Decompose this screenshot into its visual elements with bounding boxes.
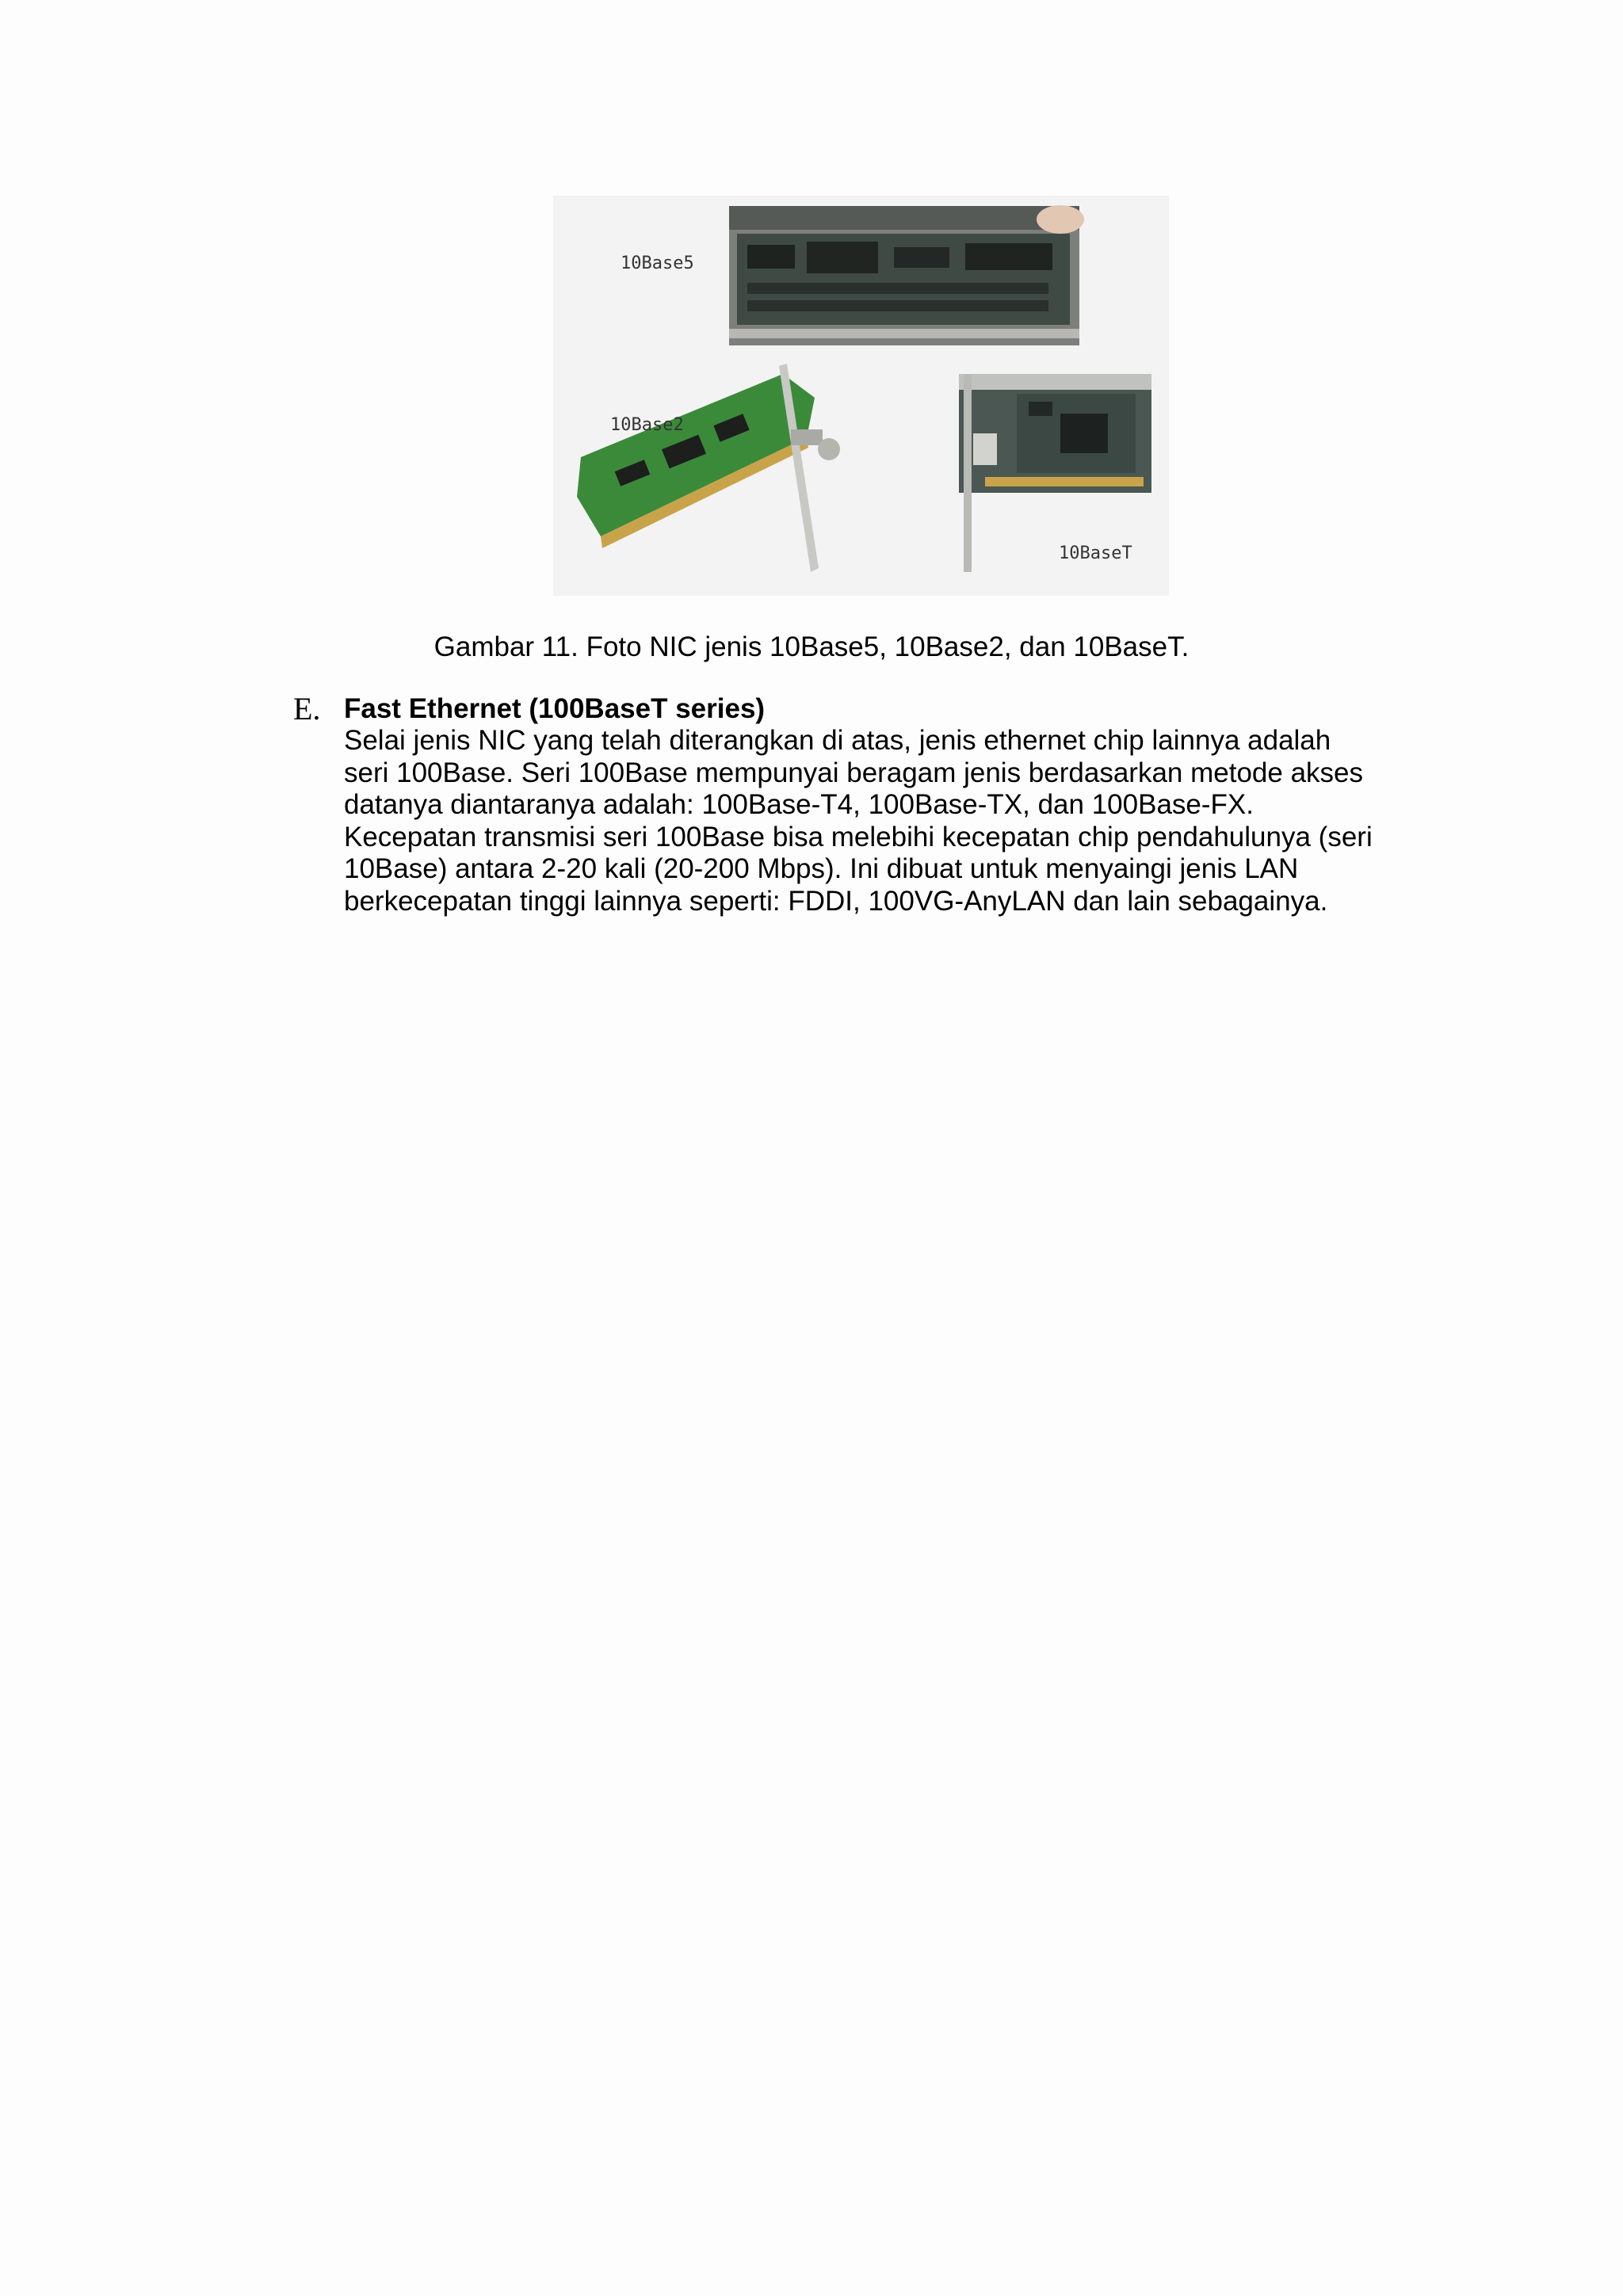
nic-photo-figure bbox=[553, 196, 1169, 596]
label-10base5: 10Base5 bbox=[621, 254, 694, 273]
label-10base2: 10Base2 bbox=[610, 415, 684, 435]
card-10baset-photo bbox=[959, 374, 1151, 572]
label-10baset: 10BaseT bbox=[1059, 543, 1132, 563]
card-10base2-photo bbox=[577, 364, 840, 572]
section-letter: E. bbox=[293, 691, 321, 727]
nic-photo bbox=[553, 196, 1169, 596]
card-10base5-photo bbox=[729, 205, 1084, 345]
section-paragraph: Selai jenis NIC yang telah diterangkan di atas, jenis ethernet chip lainnya adalah seri 100Base. Seri 100Base mempunyai beragam jenis berdasarkan metode akses datanya diantaranya adalah: 100Base-T4, 100Base-TX, dan 100Base-FX. Kecepatan transmisi seri 100Base bisa melebihi kecepatan chip pendahulunya (seri 10Base) antara 2-20 kali (20-200 Mbps). Ini dibuat untuk menyaingi jenis LAN berkecepatan tinggi lainnya seperti: FDDI, 100VG-AnyLAN dan lain sebagainya. bbox=[344, 725, 1373, 917]
figure-caption: Gambar 11. Foto NIC jenis 10Base5, 10Base2, dan 10BaseT. bbox=[433, 631, 1190, 662]
section-title: Fast Ethernet (100BaseT series) bbox=[344, 693, 766, 724]
section-body bbox=[344, 693, 1382, 917]
